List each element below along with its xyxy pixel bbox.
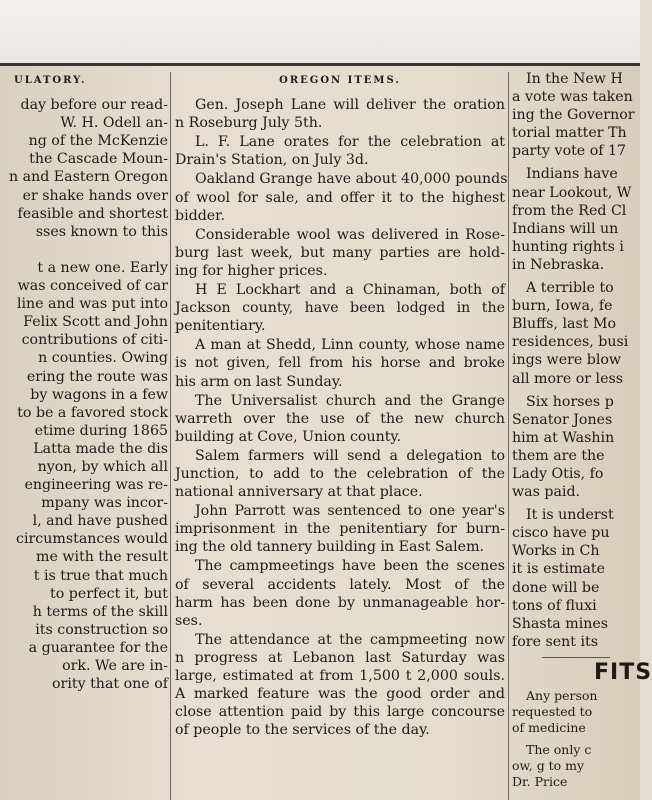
text-line: it is estimate: [512, 561, 606, 578]
text-line: In the New H: [526, 71, 623, 87]
text-line: Drain's Station, on July 3d.: [175, 152, 369, 169]
text-line: feasible and shortest: [17, 205, 168, 222]
top-rule: [0, 63, 640, 66]
text-line: Shasta mines: [512, 615, 609, 632]
news-item: [512, 165, 640, 274]
text-line: in Nebraska.: [512, 256, 605, 273]
text-line: of several accidents lately. Most of the: [175, 576, 505, 593]
text-line: n and Eastern Oregon: [8, 169, 168, 186]
text-line: Felix Scott and John: [23, 314, 168, 331]
text-line: h terms of the skill: [32, 603, 168, 620]
text-line: was paid.: [512, 484, 581, 501]
news-item: [175, 281, 505, 335]
news-item: [512, 70, 640, 160]
text-line: ing the Governor: [512, 107, 635, 124]
news-item: [175, 336, 505, 390]
right-column: [512, 70, 652, 790]
text-line: them are the: [512, 447, 605, 464]
text-line: done will be: [512, 579, 600, 596]
text-line: penitentiary.: [175, 318, 266, 335]
text-line: A marked feature was the good order and: [175, 686, 505, 703]
text-line: The only c: [526, 742, 592, 757]
text-line: cisco have pu: [512, 525, 610, 542]
text-line: A terrible to: [526, 280, 614, 297]
text-line: national anniversary at that place.: [175, 484, 423, 501]
text-line: his arm on last Sunday.: [175, 373, 343, 390]
text-line: large, estimated at from 1,500 t 2,000 souls.: [175, 668, 505, 684]
text-line: ses.: [175, 612, 203, 629]
text-line: nyon, by which all: [37, 458, 168, 475]
text-line: burn, Iowa, fe: [512, 298, 613, 315]
text-line: me with the result: [36, 549, 168, 566]
text-line: The Universalist church and the Grange: [195, 392, 505, 409]
text-line: Indians will un: [512, 220, 619, 237]
text-line: er shake hands over: [22, 187, 168, 204]
text-line: Latta made the dis: [33, 440, 168, 457]
fits-ad-text: [512, 688, 640, 736]
text-line: a guarantee for the: [28, 639, 168, 656]
text-line: a vote was taken: [512, 89, 633, 106]
news-item: [175, 502, 505, 556]
text-line: tons of fluxi: [512, 597, 597, 614]
text-line: l, and have pushed: [32, 513, 168, 530]
text-line: t a new one. Early: [37, 259, 168, 276]
text-line: ork. We are in-: [62, 658, 168, 674]
text-line: n progress at Lebanon last Saturday was: [175, 649, 505, 666]
text-line: was conceived of car: [17, 278, 168, 295]
text-line: Oakland Grange have about 40,000 pounds: [195, 171, 508, 188]
text-line: Jackson county, have been lodged in the: [175, 300, 505, 317]
text-line: The attendance at the campmeeting now: [195, 631, 505, 648]
text-line: The campmeetings have been the scenes: [195, 558, 505, 575]
news-item: [175, 557, 505, 629]
column-rule-right: [508, 72, 509, 800]
oregon-items-column: [175, 70, 508, 740]
text-line: close attention paid by this large concourse: [175, 704, 505, 721]
page-top-margin: [0, 0, 640, 66]
column-rule-left: [170, 72, 171, 800]
news-item: [175, 392, 505, 446]
oregon-items-heading: OREGON ITEMS.: [279, 75, 401, 86]
text-line: Salem farmers will send a delegation to: [195, 447, 505, 464]
text-line: ority that one of: [52, 676, 168, 693]
text-line: n counties. Owing: [38, 350, 168, 367]
text-line: him at Washin: [512, 429, 615, 446]
text-line: W. H. Odell an-: [60, 115, 168, 132]
text-line: to perfect it, but: [50, 585, 168, 602]
text-line: its construction so: [35, 621, 168, 638]
text-line: Considerable wool was delivered in Rose-: [195, 226, 505, 243]
left-column-heading: ULATORY.: [14, 75, 87, 86]
text-line: n Roseburg July 5th.: [175, 115, 323, 132]
text-line: t is true that much: [33, 567, 168, 584]
text-line: by wagons in a few: [30, 386, 168, 403]
news-item: [512, 506, 640, 651]
text-line: fore sent its: [512, 633, 599, 650]
text-line: Dr. Price: [512, 774, 568, 789]
news-item: [175, 170, 508, 224]
text-line: ering the route was: [26, 368, 168, 385]
text-line: Senator Jones: [512, 411, 613, 428]
text-line: is not given, fell from his horse and broke: [175, 355, 505, 372]
text-line: the Cascade Moun-: [29, 151, 168, 168]
text-line: building at Cove, Union county.: [175, 428, 402, 445]
text-line: John Parrott was sentenced to one year's: [195, 503, 505, 520]
text-line: L. F. Lane orates for the celebration at: [195, 134, 505, 151]
text-line: warreth over the use of the new church: [175, 410, 505, 427]
text-line: It is underst: [526, 507, 614, 524]
text-line: Six horses p: [526, 393, 614, 410]
text-line: [0, 241, 168, 259]
news-item: [175, 133, 505, 169]
text-line: ings were blow: [512, 352, 622, 369]
text-line: ow, g to my: [512, 758, 585, 773]
news-item: [512, 393, 640, 502]
text-line: contributions of citi-: [21, 332, 168, 349]
oregon-items-text: [175, 96, 508, 739]
text-line: line and was put into: [16, 296, 168, 313]
fits-ad-title: FITS: [594, 659, 652, 685]
text-line: Lady Otis, fo: [512, 465, 604, 482]
left-column: [0, 70, 168, 693]
text-line: day before our read-: [20, 97, 168, 114]
text-line: party vote of 17: [512, 143, 627, 160]
text-line: ing for higher prices.: [175, 262, 328, 279]
right-column-text: [512, 70, 640, 651]
text-line: of people to the services of the day.: [175, 722, 430, 739]
text-line: from the Red Cl: [512, 202, 627, 219]
text-line: to be a favored stock: [17, 404, 168, 421]
text-line: A man at Shedd, Linn county, whose name: [195, 337, 505, 354]
left-column-text: [0, 96, 168, 693]
text-line: Junction, to add to the celebration of the: [175, 465, 505, 482]
text-line: bidder.: [175, 207, 225, 224]
text-line: mpany was incor-: [41, 495, 168, 512]
news-item: [512, 279, 640, 388]
text-line: residences, busi: [512, 334, 629, 351]
text-line: all more or less: [512, 370, 624, 387]
text-line: ng of the McKenzie: [28, 133, 168, 150]
text-line: Indians have: [526, 166, 618, 183]
text-line: Works in Ch: [512, 543, 600, 560]
text-line: sses known to this: [35, 223, 168, 240]
text-line: of wool for sale, and offer it to the highest: [175, 189, 505, 206]
text-line: ing the old tannery building in East Salem.: [175, 539, 485, 556]
news-item: [175, 447, 505, 501]
text-line: near Lookout, W: [512, 184, 632, 201]
text-line: etime during 1865: [34, 422, 168, 439]
news-item: [175, 96, 505, 132]
text-line: circumstances would: [16, 531, 168, 548]
text-line: harm has been done by unmanageable hor-: [175, 594, 505, 611]
text-line: Any person: [526, 688, 598, 703]
news-item: [175, 226, 505, 280]
text-line: Gen. Joseph Lane will deliver the oration: [195, 97, 505, 114]
text-line: torial matter Th: [512, 125, 627, 142]
section-divider: [542, 657, 610, 658]
text-line: requested to: [512, 704, 593, 719]
news-item: [175, 631, 505, 740]
text-line: H E Lockhart and a Chinaman, both of: [195, 282, 505, 299]
text-line: hunting rights i: [512, 238, 624, 255]
text-line: of medicine: [512, 720, 586, 735]
text-line: burg last week, but many parties are hold-: [175, 244, 505, 261]
text-line: Bluffs, last Mo: [512, 316, 617, 333]
text-line: imprisonment in the penitentiary for burn-: [175, 521, 505, 538]
price-ad-text: [512, 742, 640, 790]
text-line: engineering was re-: [24, 477, 168, 494]
